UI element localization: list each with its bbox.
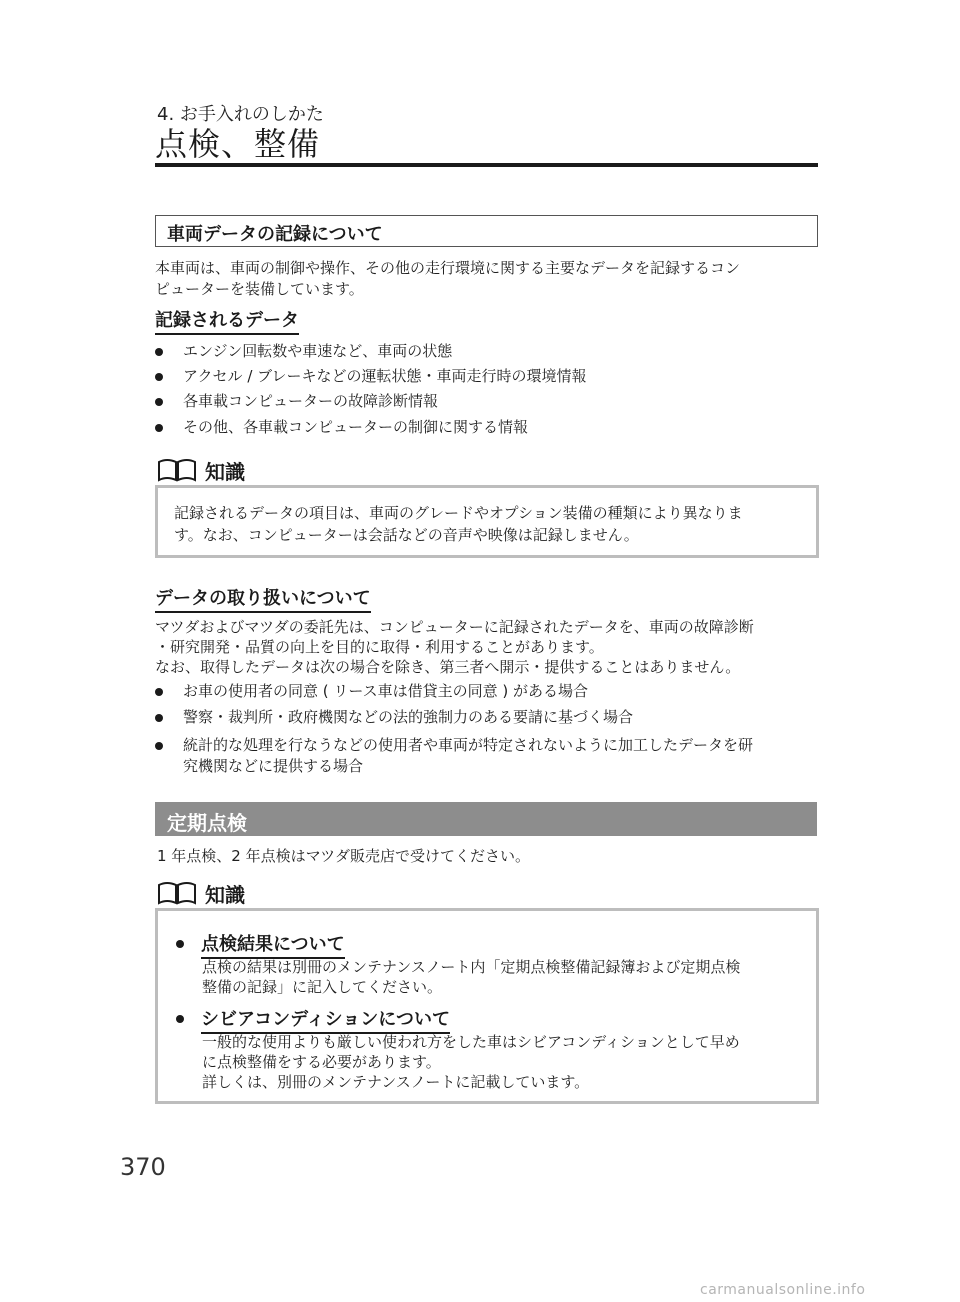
severe-condition-line-2: に点検整備をする必要があります。 bbox=[202, 1053, 441, 1071]
bullet-icon bbox=[155, 398, 163, 406]
title-rule bbox=[155, 163, 818, 167]
bullet-icon bbox=[176, 940, 184, 948]
knowledge-line-1: 記録されるデータの項目は、車両のグレードやオプション装備の種類により異なりま bbox=[174, 504, 743, 522]
list-item-text: その他、各車載コンピューターの制御に関する情報 bbox=[183, 418, 529, 436]
severe-condition-heading: シビアコンディションについて bbox=[201, 1005, 450, 1034]
inspection-result-heading: 点検結果について bbox=[201, 930, 345, 959]
list-item-text: アクセル / ブレーキなどの運転状態・車両走行時の環境情報 bbox=[183, 367, 587, 385]
bullet-icon bbox=[155, 348, 163, 356]
periodic-heading: 定期点検 bbox=[167, 811, 247, 835]
vehicle-data-heading: 車両データの記録について bbox=[167, 224, 383, 245]
page-title: 点検、整備 bbox=[155, 125, 321, 163]
list-item bbox=[155, 366, 815, 387]
recorded-data-heading: 記録されるデータ bbox=[155, 306, 299, 335]
inspection-result-line-1: 点検の結果は別冊のメンテナンスノート内「定期点検整備記録簿および定期点検 bbox=[202, 958, 741, 976]
bullet-icon bbox=[155, 714, 163, 722]
severe-condition-line-1: 一般的な使用よりも厳しい使われ方をした車はシビアコンディションとして早め bbox=[202, 1033, 740, 1051]
intro-line-2: ピューターを装備しています。 bbox=[155, 280, 364, 298]
knowledge-box bbox=[155, 485, 819, 558]
list-item-text: 各車載コンピューターの故障診断情報 bbox=[183, 392, 439, 410]
list-item bbox=[155, 417, 815, 438]
vehicle-data-heading-box bbox=[155, 215, 818, 247]
knowledge-header bbox=[157, 456, 357, 484]
list-item bbox=[155, 391, 815, 412]
list-item-text: エンジン回転数や車速など、車両の状態 bbox=[183, 342, 453, 360]
bullet-icon bbox=[155, 424, 163, 432]
data-handling-heading: データの取り扱いについて bbox=[155, 584, 371, 613]
book-icon bbox=[157, 881, 197, 905]
page-number: 370 bbox=[120, 1153, 166, 1181]
list-item-continuation: 究機関などに提供する場合 bbox=[183, 757, 364, 775]
knowledge-label: 知識 bbox=[205, 460, 245, 484]
bullet-icon bbox=[155, 742, 163, 750]
list-item-text: 統計的な処理を行なうなどの使用者や車両が特定されないように加工したデータを研 bbox=[183, 736, 754, 754]
intro-line-1: 本車両は、車両の制御や操作、その他の走行環境に関する主要なデータを記録するコン bbox=[155, 259, 741, 277]
periodic-heading-bar bbox=[155, 802, 817, 836]
knowledge-box bbox=[155, 908, 819, 1104]
list-item-text: お車の使用者の同意 ( リース車は借貸主の同意 ) がある場合 bbox=[183, 682, 589, 700]
book-icon bbox=[157, 458, 197, 482]
handling-line-2: ・研究開発・品質の向上を目的に取得・利用することがあります。 bbox=[155, 638, 604, 656]
list-item bbox=[155, 707, 815, 728]
list-item bbox=[155, 681, 815, 702]
list-item bbox=[155, 341, 815, 362]
list-item-text: 警察・裁判所・政府機関などの法的強制力のある要請に基づく場合 bbox=[183, 708, 634, 726]
knowledge-header bbox=[157, 879, 357, 907]
knowledge-label: 知識 bbox=[205, 883, 245, 907]
knowledge-line-2: す。なお、コンピューターは会話などの音声や映像は記録しません。 bbox=[174, 526, 639, 544]
section-label: 4. お手入れのしかた bbox=[157, 104, 324, 125]
bullet-icon bbox=[155, 688, 163, 696]
severe-condition-line-3: 詳しくは、別冊のメンテナンスノートに記載しています。 bbox=[202, 1073, 590, 1091]
list-item bbox=[155, 735, 815, 756]
periodic-text: 1 年点検、2 年点検はマツダ販売店で受けてください。 bbox=[157, 847, 531, 865]
handling-line-3: なお、取得したデータは次の場合を除き、第三者へ開示・提供することはありません。 bbox=[155, 658, 741, 676]
bullet-icon bbox=[155, 373, 163, 381]
inspection-result-line-2: 整備の記録」に記入してください。 bbox=[202, 978, 443, 996]
handling-line-1: マツダおよびマツダの委託先は、コンピューターに記録されたデータを、車両の故障診断 bbox=[155, 618, 754, 636]
watermark: carmanualsonline.info bbox=[700, 1282, 866, 1298]
bullet-icon bbox=[176, 1015, 184, 1023]
